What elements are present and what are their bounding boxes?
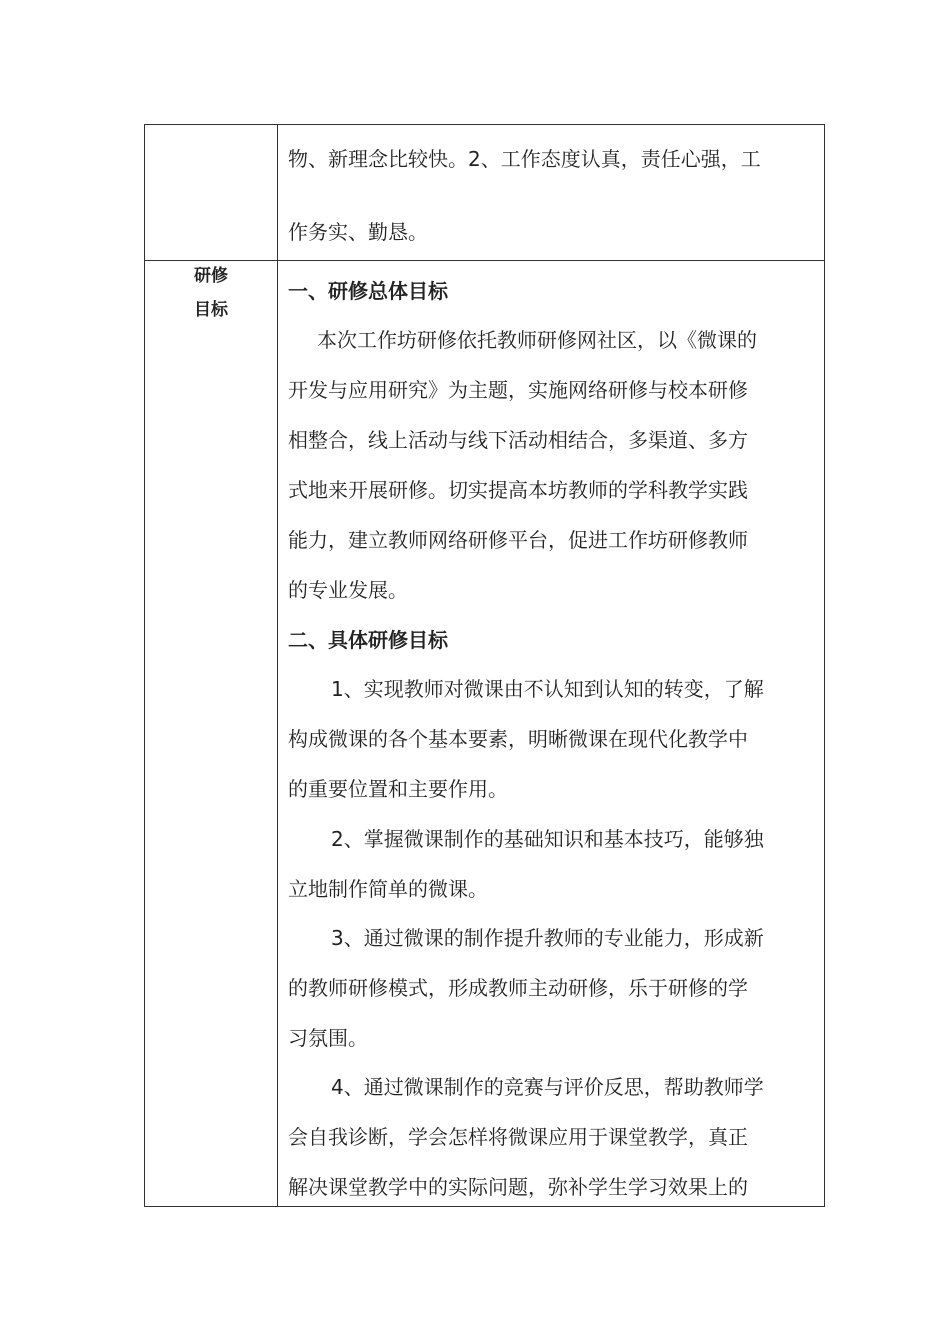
- column-divider: [277, 125, 278, 1206]
- item2-line-2: 立地制作简单的微课。: [288, 877, 488, 901]
- item1-line-1: 1、实现教师对微课由不认知到认知的转变，了解: [331, 677, 764, 701]
- item3-line-2: 的教师研修模式，形成教师主动研修，乐于研修的学: [288, 976, 748, 1000]
- para1-line-1: 本次工作坊研修依托教师研修网社区，以《微课的: [317, 328, 757, 352]
- para1-line-5: 能力，建立教师网络研修平台，促进工作坊研修教师: [288, 528, 748, 552]
- heading-specific-goals: 二、具体研修目标: [288, 628, 448, 652]
- item1-line-3: 的重要位置和主要作用。: [288, 777, 508, 801]
- item2-line-1: 2、掌握微课制作的基础知识和基本技巧，能够独: [331, 827, 764, 851]
- item1-line-2: 构成微课的各个基本要素，明晰微课在现代化教学中: [288, 727, 748, 751]
- heading-overall-goal: 一、研修总体目标: [288, 279, 448, 303]
- document-table: [144, 124, 825, 1207]
- item4-line-3: 解决课堂教学中的实际问题，弥补学生学习效果上的: [288, 1175, 748, 1199]
- para1-line-3: 相整合，线上活动与线下活动相结合，多渠道、多方: [288, 428, 748, 452]
- row2-label-line-1: 研修: [194, 266, 228, 286]
- row1-line-2: 作务实、勤恳。: [288, 220, 428, 244]
- item3-line-1: 3、通过微课的制作提升教师的专业能力，形成新: [331, 926, 764, 950]
- row1-line-1: 物、新理念比较快。2、工作态度认真，责任心强，工: [288, 147, 761, 171]
- item4-line-1: 4、通过微课制作的竞赛与评价反思，帮助教师学: [331, 1075, 764, 1099]
- para1-line-6: 的专业发展。: [288, 578, 408, 602]
- row2-label-line-2: 目标: [194, 300, 228, 320]
- item3-line-3: 习氛围。: [288, 1026, 368, 1050]
- item4-line-2: 会自我诊断，学会怎样将微课应用于课堂教学，真正: [288, 1125, 748, 1149]
- para1-line-2: 开发与应用研究》为主题，实施网络研修与校本研修: [288, 378, 748, 402]
- para1-line-4: 式地来开展研修。切实提高本坊教师的学科教学实践: [288, 478, 748, 502]
